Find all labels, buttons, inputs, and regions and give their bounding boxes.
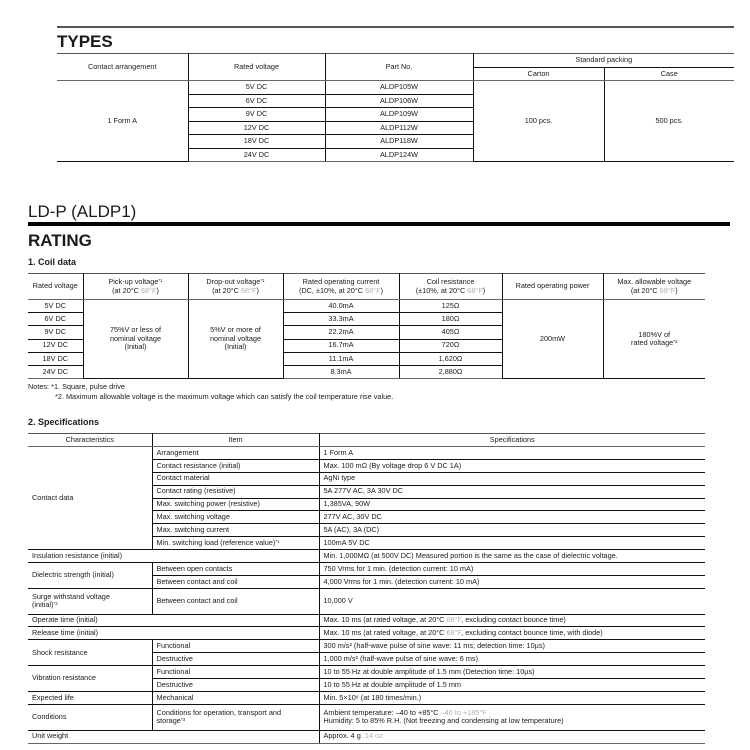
part-no-cell: ALDP112W	[325, 121, 473, 135]
header-max-voltage	[603, 274, 705, 300]
label: Drop-out voltage	[206, 277, 261, 286]
item-cell: Mechanical	[152, 691, 319, 704]
line: (Initial)	[224, 342, 247, 352]
text: , excluding contact bounce time, with diode)	[461, 628, 603, 638]
header-case: Case	[604, 68, 734, 81]
table-row	[28, 627, 705, 640]
rated-voltage-cell: 12V DC	[188, 121, 325, 135]
header-contact-arrangement: Contact arrangement	[57, 54, 188, 81]
header-characteristics: Characteristics	[28, 434, 152, 447]
part-no-cell: ALDP105W	[325, 81, 473, 95]
table-row	[28, 691, 705, 704]
condition: (at 20°C	[212, 285, 241, 295]
insulation-label: Insulation resistance (initial)	[28, 550, 319, 563]
spec-cell: 1 Form A	[319, 447, 705, 460]
fahrenheit: –40 to +185°F	[440, 707, 487, 717]
release-time-label: Release time (initial)	[28, 627, 319, 640]
item-cell: Contact rating (resistive)	[152, 485, 319, 498]
item-cell: Contact resistance (initial)	[152, 459, 319, 472]
condition: (at 20°C	[630, 285, 660, 295]
rated-voltage-cell: 18V DC	[188, 135, 325, 149]
header-specifications: Specifications	[319, 434, 705, 447]
text: Humidity: 5 to 85% R.H. (Not freezing and condensing at low temperature)	[323, 716, 564, 726]
resistance-cell: 180Ω	[399, 313, 502, 326]
item-cell: Destructive	[152, 679, 319, 692]
spec-cell: Max. 100 mΩ (By voltage drop 6 V DC 1A)	[319, 459, 705, 472]
rated-voltage-cell: 5V DC	[28, 300, 83, 313]
fahrenheit: 68°F	[140, 285, 157, 295]
specifications-heading: 2. Specifications	[28, 417, 100, 427]
line: 5%V or more of	[210, 325, 261, 335]
fahrenheit: 68°F	[467, 285, 483, 295]
paren: )	[380, 285, 384, 295]
item-cell: Functional	[152, 640, 319, 653]
spec-cell: 5A 277V AC, 3A 30V DC	[319, 485, 705, 498]
spec-cell: 10 to 55 Hz at double amplitude of 1.5 mm	[319, 679, 705, 692]
dielectric-label: Dielectric strength (initial)	[28, 563, 152, 589]
product-title: LD-P (ALDP1)	[28, 202, 137, 221]
spec-cell: 5A (AC), 3A (DC)	[319, 524, 705, 537]
rated-voltage-cell: 24V DC	[28, 365, 83, 378]
header-rated-power: Rated operating power	[502, 274, 603, 300]
coil-notes	[28, 382, 393, 401]
label: Pick-up voltage	[108, 277, 159, 286]
part-no-cell: ALDP106W	[325, 94, 473, 108]
paren: )	[675, 285, 678, 295]
contact-arrangement-value: 1 Form A	[57, 81, 188, 162]
resistance-cell: 1,620Ω	[399, 352, 502, 365]
rated-voltage-cell: 6V DC	[188, 94, 325, 108]
types-table	[57, 53, 734, 162]
line: 180%V of	[638, 329, 671, 339]
header-item: Item	[152, 434, 319, 447]
footnote-mark: *3	[180, 717, 186, 723]
item-line: Conditions for operation, transport and	[156, 707, 282, 717]
line: (Initial)	[124, 342, 147, 352]
current-cell: 8.3mA	[283, 365, 399, 378]
note-item: *2. Maximum allowable voltage is the maximum voltage which can satisfy the coil temperature rise value.	[55, 391, 394, 401]
pickup-voltage-value	[83, 300, 188, 379]
label: Rated operating current	[302, 277, 380, 286]
spec-cell: 1,385VA, 90W	[319, 498, 705, 511]
condition: (DC, ±10%, at 20°C	[298, 285, 366, 295]
line: 75%V or less of	[109, 325, 162, 335]
footnote-mark: *1	[275, 538, 280, 544]
resistance-cell: 2,880Ω	[399, 365, 502, 378]
contact-data-label: Contact data	[28, 447, 152, 550]
rated-voltage-cell: 6V DC	[28, 313, 83, 326]
spec-cell: 750 Vrms for 1 min. (detection current: 10 mA)	[319, 563, 705, 576]
fahrenheit: 68°F	[446, 628, 462, 638]
max-voltage-value	[603, 300, 705, 379]
note-item: *1. Square, pulse drive	[51, 382, 125, 391]
item-cell: Max. switching power (resistive)	[152, 498, 319, 511]
current-cell: 22.2mA	[283, 326, 399, 339]
footnote-mark: *2	[53, 601, 58, 607]
label-line: Surge withstand voltage	[32, 591, 110, 601]
table-row	[28, 550, 705, 563]
case-value: 500 pcs.	[604, 81, 734, 162]
spec-cell: 300 m/s² (half-wave pulse of sine wave: 11 ms; detection time: 10µs)	[319, 640, 705, 653]
part-no-cell: ALDP124W	[325, 148, 473, 162]
item-cell: Between open contacts	[152, 563, 319, 576]
resistance-cell: 125Ω	[399, 300, 502, 313]
rated-voltage-cell: 9V DC	[28, 326, 83, 339]
line: nominal voltage	[109, 333, 162, 343]
spec-cell: 10 to 55 Hz at double amplitude of 1.5 mm (Detection time: 10µs)	[319, 666, 705, 679]
dropout-voltage-value	[188, 300, 283, 379]
item-cell: Functional	[152, 666, 319, 679]
spec-cell: 4,000 Vrms for 1 min. (detection current: 10 mA)	[319, 575, 705, 588]
text: Ambient temperature: –40 to +85°C	[323, 707, 441, 717]
rated-voltage-cell: 12V DC	[28, 339, 83, 352]
item-cell: Between contact and coil	[152, 575, 319, 588]
spec-cell	[319, 730, 705, 743]
spec-cell	[319, 627, 705, 640]
current-cell: 40.0mA	[283, 300, 399, 313]
header-coil-resistance	[399, 274, 502, 300]
coil-data-table	[28, 273, 705, 379]
header-rated-current	[283, 274, 399, 300]
spec-cell: 100mA 5V DC	[319, 537, 705, 550]
table-row	[28, 640, 705, 653]
coil-data-heading: 1. Coil data	[28, 257, 77, 267]
table-row	[28, 666, 705, 679]
conditions-label: Conditions	[28, 704, 152, 730]
paren: )	[256, 285, 259, 295]
fahrenheit: 68°F	[365, 285, 381, 295]
label: Coil resistance	[426, 277, 475, 286]
header-rated-voltage: Rated voltage	[188, 54, 325, 81]
text: , excluding contact bounce time)	[461, 615, 566, 625]
item-cell: Destructive	[152, 653, 319, 666]
current-cell: 16.7mA	[283, 339, 399, 352]
spec-cell: Min. 5×10⁶ (at 180 times/min.)	[319, 691, 705, 704]
header-standard-packing: Standard packing	[473, 54, 734, 68]
resistance-cell: 720Ω	[399, 339, 502, 352]
item-label: Min. switching load (reference value)	[156, 537, 276, 547]
part-no-cell: ALDP109W	[325, 108, 473, 122]
spec-cell	[319, 704, 705, 730]
spec-cell: AgNi type	[319, 472, 705, 485]
expected-life-label: Expected life	[28, 691, 152, 704]
condition: (at 20°C	[112, 285, 141, 295]
item-line: storage	[156, 716, 181, 726]
paren: )	[482, 285, 486, 295]
item-cell: Arrangement	[152, 447, 319, 460]
rated-voltage-cell: 5V DC	[188, 81, 325, 95]
spec-cell: 10,000 V	[319, 588, 705, 614]
table-row	[28, 730, 705, 743]
resistance-cell: 405Ω	[399, 326, 502, 339]
table-row	[28, 588, 705, 614]
item-cell: Max. switching voltage	[152, 511, 319, 524]
table-row	[28, 614, 705, 627]
part-no-cell: ALDP118W	[325, 135, 473, 149]
text: Max. 10 ms (at rated voltage, at 20°C	[323, 628, 447, 638]
header-part-no: Part No.	[325, 54, 473, 81]
item-cell: Max. switching current	[152, 524, 319, 537]
rated-voltage-cell: 18V DC	[28, 352, 83, 365]
table-row	[28, 704, 705, 730]
paren: )	[156, 285, 159, 295]
text: Max. 10 ms (at rated voltage, at 20°C	[323, 615, 447, 625]
footnote-mark: *2	[673, 339, 678, 345]
operate-time-label: Operate time (initial)	[28, 614, 319, 627]
header-dropout-voltage	[188, 274, 283, 300]
line: nominal voltage	[209, 333, 262, 343]
current-cell: 33.3mA	[283, 313, 399, 326]
types-top-rule	[57, 26, 734, 28]
fahrenheit: 68°F	[240, 285, 257, 295]
spec-cell: Min. 1,000MΩ (at 500V DC) Measured portion is the same as the case of dielectric voltage.	[319, 550, 705, 563]
table-row	[28, 447, 705, 460]
item-cell	[152, 704, 319, 730]
surge-label	[28, 588, 152, 614]
types-heading: TYPES	[57, 32, 113, 51]
header-carton: Carton	[473, 68, 604, 81]
rating-heading: RATING	[28, 231, 92, 250]
table-row	[28, 300, 705, 313]
power-value: 200mW	[502, 300, 603, 379]
rated-voltage-cell: 9V DC	[188, 108, 325, 122]
label-line: (initial)	[32, 600, 54, 610]
product-title-rule	[28, 222, 730, 226]
carton-value: 100 pcs.	[473, 81, 604, 162]
item-cell: Contact material	[152, 472, 319, 485]
text: Approx. 4 g	[323, 731, 363, 741]
condition: (±10%, at 20°C	[415, 285, 468, 295]
fahrenheit: 68°F	[659, 285, 676, 295]
item-cell	[152, 537, 319, 550]
fahrenheit: 68°F	[446, 615, 462, 625]
spec-cell	[319, 614, 705, 627]
header-pickup-voltage	[83, 274, 188, 300]
label: Max. allowable voltage	[617, 277, 692, 286]
footnote-mark: *1	[158, 278, 163, 283]
spec-cell: 1,000 m/s² (half-wave pulse of sine wave: 6 ms)	[319, 653, 705, 666]
vibration-label: Vibration resistance	[28, 666, 152, 692]
header-rated-voltage: Rated voltage	[28, 274, 83, 300]
shock-label: Shock resistance	[28, 640, 152, 666]
unit-weight-label: Unit weight	[28, 730, 319, 743]
table-row	[57, 81, 734, 95]
specifications-table	[28, 433, 705, 744]
current-cell: 11.1mA	[283, 352, 399, 365]
rated-voltage-cell: 24V DC	[188, 148, 325, 162]
item-cell: Between contact and coil	[152, 588, 319, 614]
ounces: .14 oz	[362, 731, 383, 741]
line: rated voltage	[631, 338, 674, 348]
footnote-mark: *1	[260, 278, 265, 283]
spec-cell: 277V AC, 30V DC	[319, 511, 705, 524]
table-row	[28, 563, 705, 576]
notes-label: Notes:	[28, 382, 50, 391]
